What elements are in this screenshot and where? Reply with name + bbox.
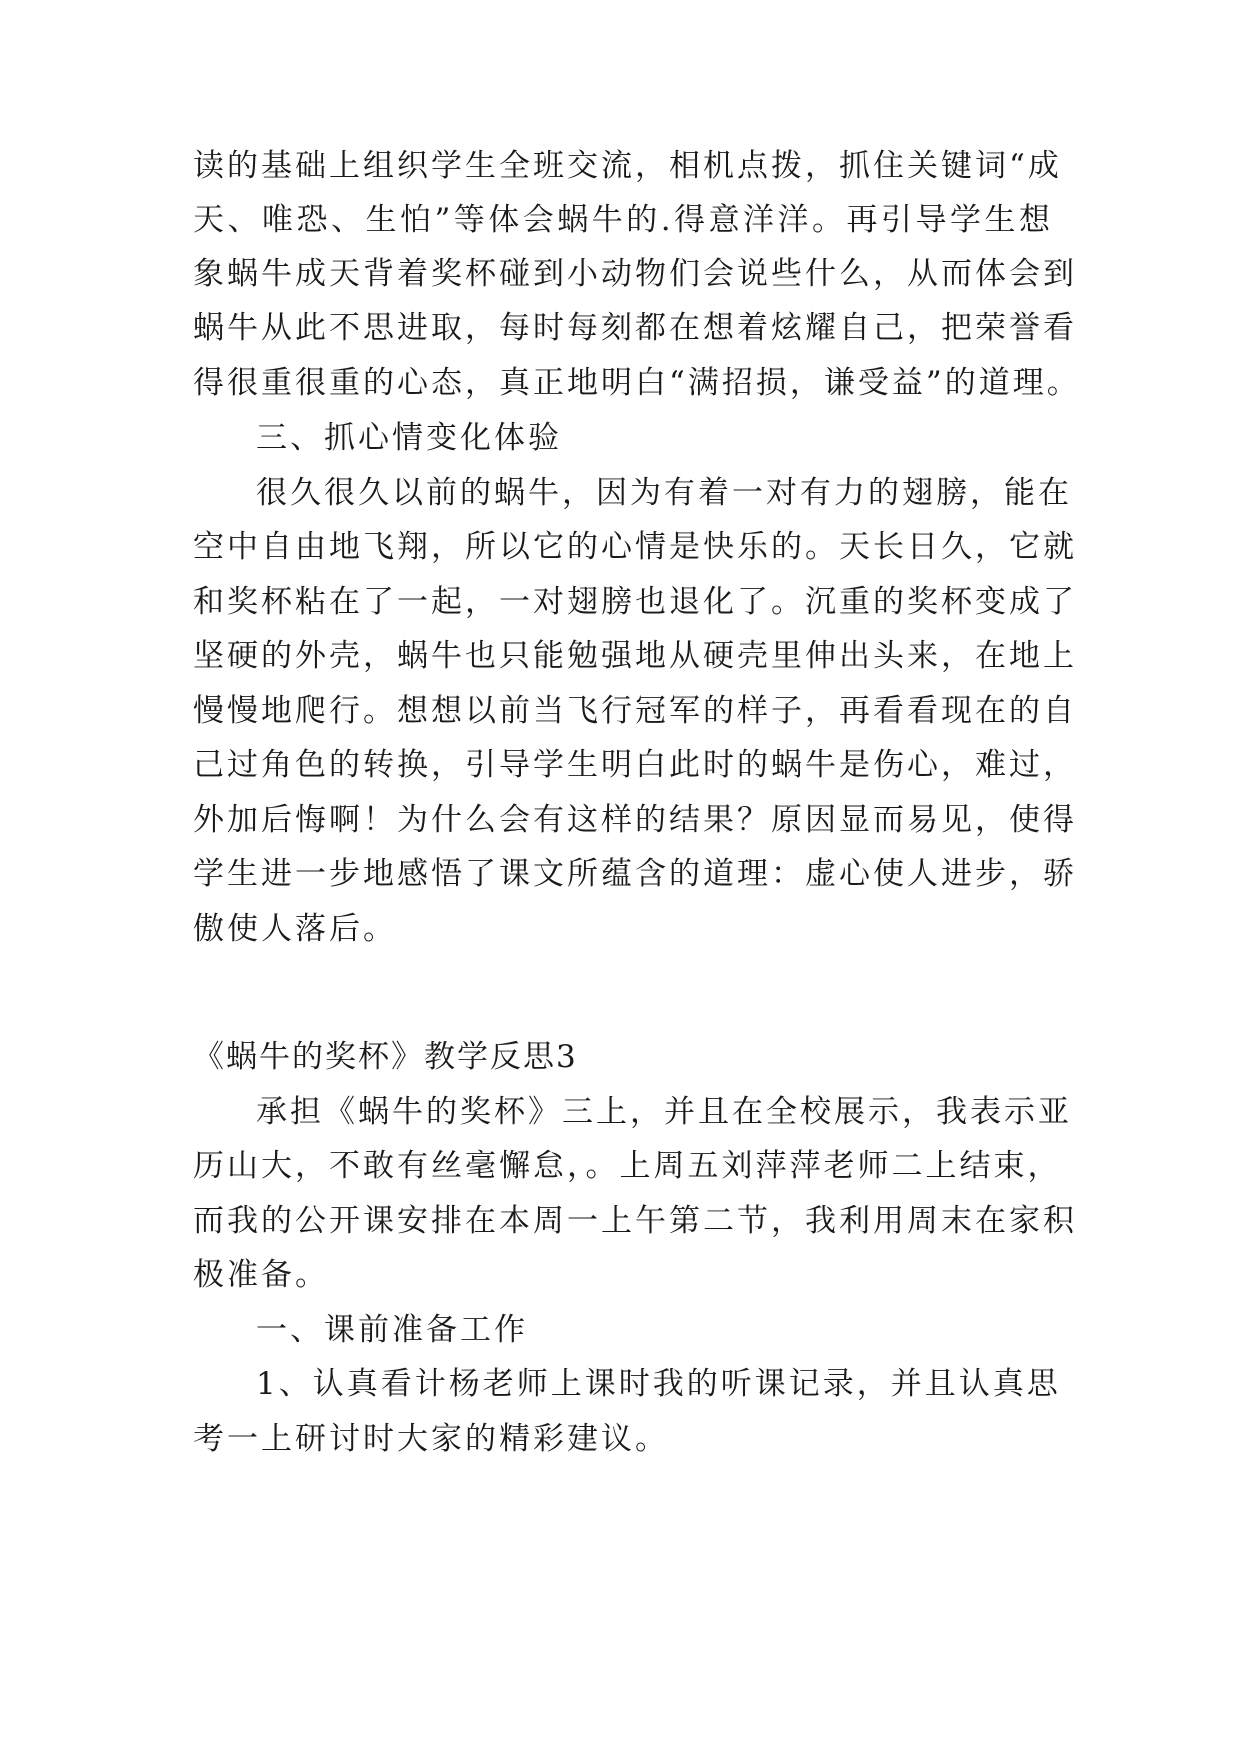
paragraph-line: 而我的公开课安排在本周一上午第二节，我利用周末在家积	[193, 1203, 1077, 1239]
paragraph-line: 很久很久以前的蜗牛，因为有着一对有力的翅膀，能在	[256, 475, 1072, 511]
paragraph-line: 傲使人落后。	[193, 911, 397, 947]
article-title: 《蜗牛的奖杯》教学反思3	[193, 1039, 578, 1075]
paragraph-line: 己过角色的转换，引导学生明白此时的蜗牛是伤心，难过，	[193, 747, 1077, 783]
paragraph-line: 考一上研讨时大家的精彩建议。	[193, 1421, 669, 1457]
paragraph-line: 外加后悔啊！为什么会有这样的结果？原因显而易见，使得	[193, 802, 1077, 838]
paragraph-line: 坚硬的外壳，蜗牛也只能勉强地从硬壳里伸出头来，在地上	[193, 638, 1077, 674]
paragraph-line: 天、唯恐、生怕”等体会蜗牛的.得意洋洋。再引导学生想	[193, 202, 1053, 238]
paragraph-line: 极准备。	[193, 1257, 329, 1293]
section-heading: 一、课前准备工作	[256, 1312, 528, 1348]
paragraph-line: 空中自由地飞翔，所以它的心情是快乐的。天长日久，它就	[193, 529, 1077, 565]
paragraph-line: 承担《蜗牛的奖杯》三上，并且在全校展示，我表示亚	[256, 1094, 1072, 1130]
paragraph-line: 1、认真看计杨老师上课时我的听课记录，并且认真思	[256, 1366, 1061, 1402]
paragraph-line: 得很重很重的心态，真正地明白“满招损，谦受益”的道理。	[193, 365, 1081, 401]
paragraph-line: 蜗牛从此不思进取，每时每刻都在想着炫耀自己，把荣誉看	[193, 310, 1077, 346]
paragraph-line: 读的基础上组织学生全班交流，相机点拨，抓住关键词“成	[193, 148, 1062, 184]
paragraph-line: 和奖杯粘在了一起，一对翅膀也退化了。沉重的奖杯变成了	[193, 584, 1077, 620]
paragraph-line: 象蜗牛成天背着奖杯碰到小动物们会说些什么，从而体会到	[193, 256, 1077, 292]
paragraph-line: 慢慢地爬行。想想以前当飞行冠军的样子，再看看现在的自	[193, 693, 1077, 729]
section-heading: 三、抓心情变化体验	[256, 420, 562, 456]
paragraph-line: 学生进一步地感悟了课文所蕴含的道理：虚心使人进步，骄	[193, 856, 1077, 892]
paragraph-line: 历山大，不敢有丝毫懈怠，。上周五刘萍萍老师二上结束，	[193, 1148, 1062, 1184]
